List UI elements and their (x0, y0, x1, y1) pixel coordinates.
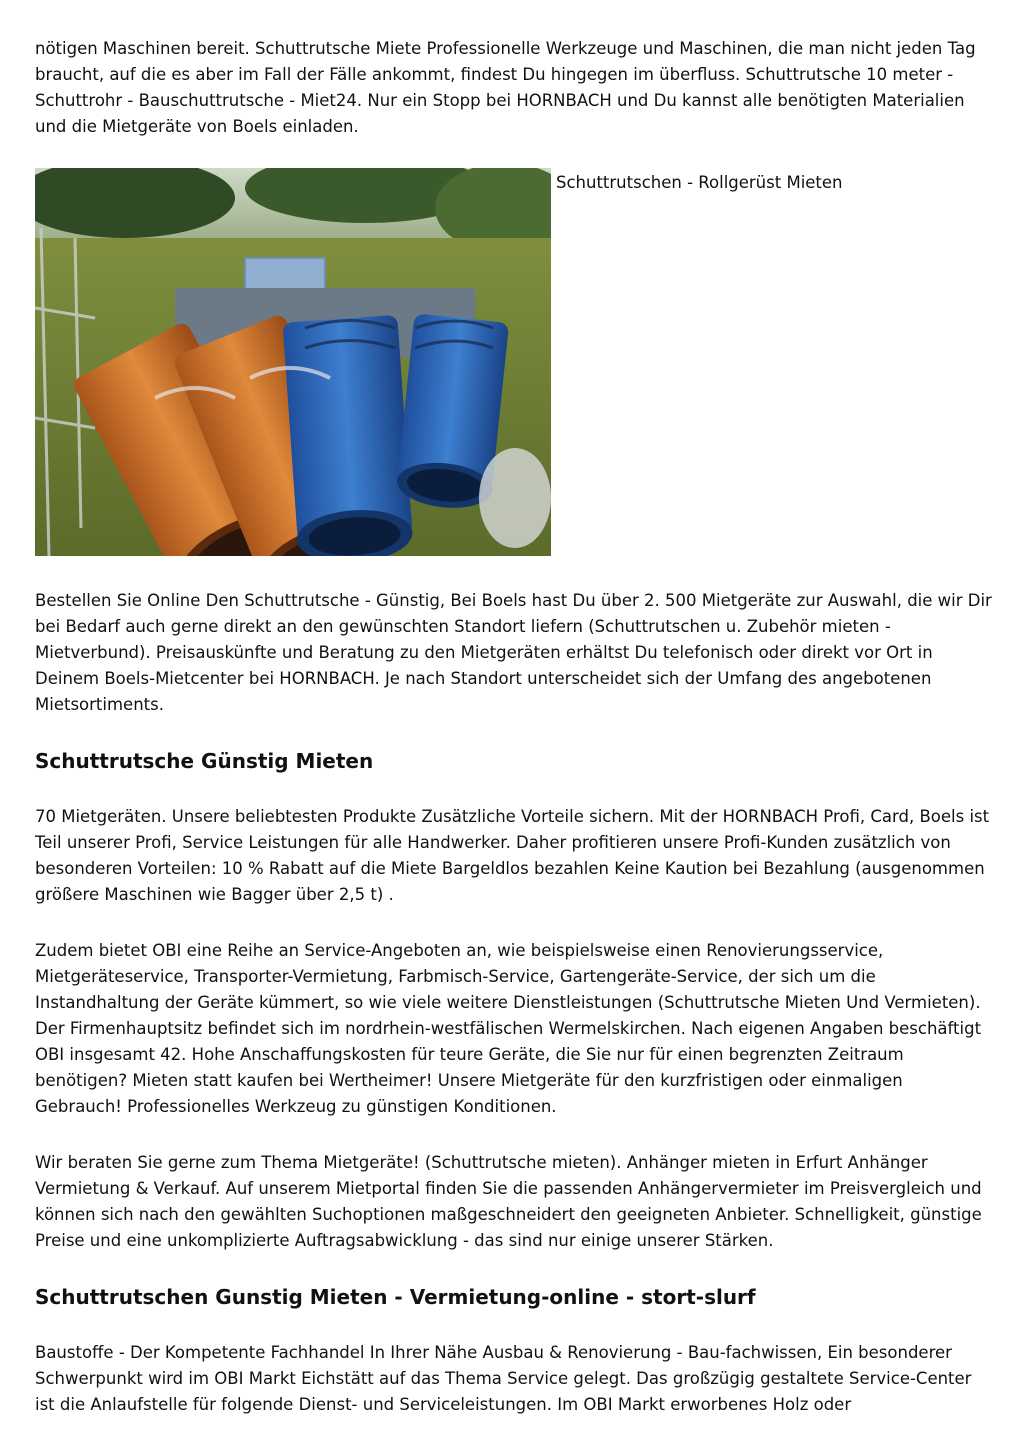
document-body (35, 36, 993, 1418)
paragraph-obi: Zudem bietet OBI eine Reihe an Service-Angeboten an, wie beispielsweise einen Renovierungsservice, Mietgeräteservice, Transporter-Vermietung, Farbmisch-Service, Gartengeräte-Service, der sich um die Instandhaltung der Geräte kümmert, so wie viele weitere Dienstleistungen (Schuttrutsche Mieten Und Vermieten). Der Firmenhauptsitz befindet sich im nordrhein-westfälischen Wermelskirchen. Nach eigenen Angaben beschäftigt OBI insgesamt 42. Hohe Anschaffungskosten für teure Geräte, die Sie nur für einen begrenzten Zeitraum benötigen? Mieten statt kaufen bei Wertheimer! Unsere Mietgeräte für den kurzfristigen oder einmaligen Gebrauch! Professionelles Werkzeug zu günstigen Konditionen. (35, 941, 982, 1116)
heading-guenstig-mieten: Schuttrutsche Günstig Mieten (35, 749, 374, 773)
paragraph-baustoffe: Baustoffe - Der Kompetente Fachhandel In Ihrer Nähe Ausbau & Renovierung - Bau-fachwissen, Ein besonderer Schwerpunkt wird im OBI Markt Eichstätt auf das Thema Service gelegt. Das großzügig gestaltete Service-Center ist die Anlaufstelle für folgende Dienst- und Serviceleistungen. Im OBI Markt erworbenes Holz oder (35, 1343, 972, 1414)
paragraph-order: Bestellen Sie Online Den Schuttrutsche - Günstig, Bei Boels hast Du über 2. 500 Mietgeräte zur Auswahl, die wir Dir bei Bedarf auch gerne direkt an den gewünschten Standort liefern (Schuttrutschen u. Zubehör mieten - Mietverbund). Preisauskünfte und Beratung zu den Mietgeräten erhältst Du telefonisch oder direkt vor Ort in Deinem Boels-Mietcenter bei HORNBACH. Je nach Standort unterscheidet sich der Umfang des angebotenen Mietsortiments. (35, 591, 992, 714)
figure-caption: Schuttrutschen - Rollgerüst Mieten (556, 173, 843, 192)
paragraph-profi: 70 Mietgeräten. Unsere beliebtesten Produkte Zusätzliche Vorteile sichern. Mit der HORNBACH Profi, Card, Boels ist Teil unserer Profi, Service Leistungen für alle Handwerker. Daher profitieren unsere Profi-Kunden zusätzlich von besonderen Vorteilen: 10 % Rabatt auf die Miete Bargeldlos bezahlen Keine Kaution bei Bezahlung (ausgenommen größere Maschinen wie Bagger über 2,5 t) . (35, 807, 990, 904)
heading-vermietung-online: Schuttrutschen Gunstig Mieten - Vermietung-online - stort-slurf (35, 1285, 756, 1309)
figure-row (35, 168, 993, 556)
debris-chute-photo (35, 168, 551, 556)
paragraph-advice: Wir beraten Sie gerne zum Thema Mietgeräte! (Schuttrutsche mieten). Anhänger mieten in Erfurt Anhänger Vermietung & Verkauf. Auf unserem Mietportal finden Sie die passenden Anhängervermieter im Preisvergleich und können sich nach den gewählten Suchoptionen maßgeschneidert den geeigneten Anbieter. Schnelligkeit, günstige Preise und eine unkomplizierte Auftragsabwicklung - das sind nur einige unserer Stärken. (35, 1153, 982, 1250)
paragraph-intro: nötigen Maschinen bereit. Schuttrutsche Miete Professionelle Werkzeuge und Maschinen, die man nicht jeden Tag braucht, auf die es aber im Fall der Fälle ankommt, findest Du hingegen im überfluss. Schuttrutsche 10 meter - Schuttrohr - Bauschuttrutsche - Miet24. Nur ein Stopp bei HORNBACH und Du kannst alle benötigten Materialien und die Mietgeräte von Boels einladen. (35, 39, 976, 136)
